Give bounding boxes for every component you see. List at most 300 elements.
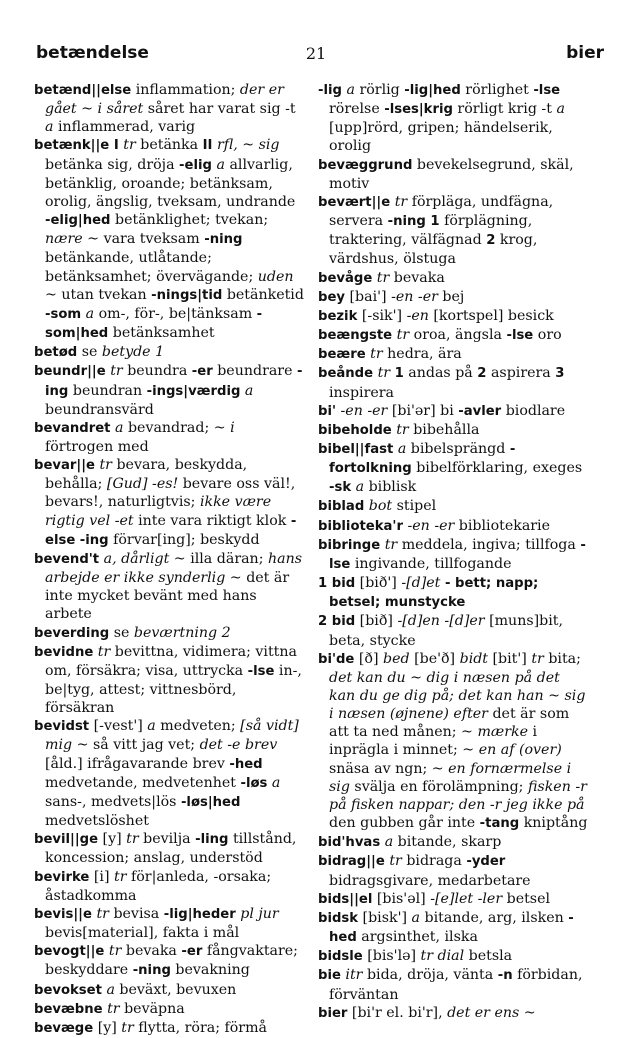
entry-text: förbidan, förväntan	[329, 967, 583, 1003]
entry-text: bita;	[543, 650, 581, 667]
entry-text: 2	[477, 366, 487, 382]
dictionary-entry	[34, 1000, 304, 1019]
entry-text: den gubben går inte	[329, 815, 480, 832]
entry-text: tillstånd, koncession; anslag, understöd	[45, 831, 297, 867]
entry-headword: bidrag||e	[318, 854, 385, 870]
entry-text: tr	[114, 868, 127, 885]
dictionary-entry	[34, 419, 304, 456]
page-header	[0, 43, 632, 67]
dictionary-entry	[318, 650, 590, 834]
entry-text: a	[114, 419, 124, 436]
entry-text: biodlare	[501, 402, 566, 419]
dictionary-entry	[318, 326, 590, 345]
entry-text: medvetande, medvetenhet	[45, 774, 241, 791]
right-column	[318, 81, 590, 1023]
entry-text: -nings|tid	[151, 287, 223, 303]
entry-headword: beære	[318, 347, 366, 363]
entry-text: -[d]et	[401, 575, 441, 592]
entry-headword: bevokset	[34, 982, 102, 998]
entry-text: inflammerad, varig	[53, 119, 196, 136]
entry-headword: bi'de	[318, 651, 355, 667]
entry-text: -else	[45, 513, 297, 548]
entry-text: bevisa	[108, 905, 164, 922]
entry-headword: bevidst	[34, 719, 90, 735]
entry-text: -yder	[466, 854, 506, 870]
entry-text: tr	[394, 193, 408, 210]
entry-text: ~ en fornærmelse i sig	[329, 760, 572, 795]
entry-text: [ð]	[354, 650, 384, 667]
entry-text: bevittna, vidimera; vittna om, försäkra; visa, uttrycka	[45, 643, 297, 679]
entry-text: det er ens ~	[447, 1004, 536, 1021]
entry-text: tr	[531, 650, 544, 667]
entry-text: a	[45, 119, 54, 136]
entry-text: oroa, ängsla	[409, 327, 507, 344]
entry-text: -løs	[240, 775, 268, 791]
entry-text: bevekelsegrund, skäl, motiv	[329, 156, 574, 192]
entry-text: oro	[533, 327, 562, 344]
entry-headword: bier	[318, 1005, 348, 1021]
entry-text: a	[244, 382, 254, 399]
entry-text: 1	[394, 366, 404, 382]
entry-text: sans-, medvets|lös	[45, 793, 181, 810]
entry-text: det kan han ~ sig i næsen (øjnene) efter	[329, 688, 586, 723]
entry-text: -løs|hed	[180, 794, 241, 810]
entry-text: flytta, röra; förmå	[133, 1019, 267, 1036]
entry-text: utan tvekan	[56, 286, 152, 303]
entry-text: bevandrad;	[123, 419, 214, 436]
entry-text: -en -er	[340, 402, 388, 419]
entry-headword: betænd||else	[34, 83, 132, 98]
dictionary-entry	[318, 536, 590, 574]
entry-text: tr	[377, 365, 391, 382]
dictionary-entry	[34, 81, 304, 136]
entry-text: aspirera	[486, 365, 556, 382]
dictionary-entry	[34, 868, 304, 905]
entry-text: vara tveksam	[99, 231, 205, 248]
entry-text: -lig|hed	[404, 83, 461, 98]
entry-text: beværtning 2	[133, 624, 231, 641]
entry-text: a	[147, 718, 156, 735]
entry-text: argsinthet, ilska	[356, 929, 478, 946]
entry-text: a	[346, 82, 355, 98]
dictionary-entry	[318, 852, 590, 889]
entry-headword: beængste	[318, 328, 393, 344]
entry-text: bed	[383, 650, 410, 667]
left-column	[34, 81, 304, 1038]
entry-text: allvarlig, betänklig, oroande; betänksam, orolig, ängslig, tveksam, undrande	[45, 156, 296, 210]
entry-text: tr	[121, 1019, 134, 1036]
entry-headword: bids||el	[318, 891, 373, 907]
entry-text: bitande, arg, ilsken	[420, 909, 569, 926]
entry-text: bida, dröja, vänta	[362, 967, 498, 984]
entry-text: rörlighet	[460, 82, 534, 98]
entry-text: betyde 1	[101, 344, 165, 361]
entry-text: beundrare	[212, 363, 297, 380]
entry-text: bidraga	[401, 853, 467, 870]
entry-text: a	[384, 834, 394, 851]
entry-text: bidt	[459, 650, 489, 667]
entry-text: bevaka	[121, 943, 182, 960]
entry-text: medvetslöshet	[45, 813, 149, 830]
entry-text: -som|hed	[45, 306, 263, 342]
entry-text: -n	[497, 968, 513, 984]
entry-headword: biblioteka'r	[318, 518, 403, 534]
entry-text: bibelsprängd	[406, 440, 510, 457]
entry-headword: bezik	[318, 308, 358, 324]
entry-text: tr	[99, 457, 112, 474]
entry-headword: bevirke	[34, 869, 90, 885]
entry-text: a	[85, 305, 95, 322]
entry-text: -er	[191, 364, 213, 380]
entry-headword: bevogt||e	[34, 944, 105, 960]
entry-text: -som	[45, 306, 82, 322]
entry-text: -lse	[247, 663, 275, 679]
entry-text: bibelförklaring, exeges	[411, 460, 583, 477]
entry-headword: bid'hvas	[318, 835, 381, 851]
dictionary-entry	[34, 343, 304, 362]
dictionary-entry	[318, 345, 590, 364]
entry-text: medveten;	[155, 718, 241, 735]
dictionary-entry	[34, 362, 304, 418]
dictionary-entry	[318, 612, 590, 649]
entry-headword: bevæggrund	[318, 157, 413, 173]
entry-headword: -lig	[318, 83, 342, 98]
entry-text: a	[106, 981, 115, 998]
entry-headword: bidsk	[318, 910, 359, 926]
entry-text: a, dårligt ~	[103, 550, 186, 567]
dictionary-entry	[34, 624, 304, 643]
entry-text: bot	[368, 498, 393, 515]
entry-headword: bevil||ge	[34, 832, 99, 848]
dictionary-entry	[318, 833, 590, 852]
entry-text: [be'ð]	[409, 650, 460, 667]
entry-text: -hed	[229, 756, 263, 772]
entry-headword: beånde	[318, 366, 374, 382]
entry-text: betänksamhet	[108, 325, 215, 342]
dictionary-entry	[318, 497, 590, 516]
entry-text: bevakning	[170, 962, 250, 979]
entry-headword: 2 bid	[318, 614, 356, 630]
entry-text: betänketid	[222, 286, 304, 303]
dictionary-entry	[318, 269, 590, 288]
dictionary-entry	[318, 81, 590, 156]
entry-text: det kan du ge dig på;	[329, 669, 560, 704]
entry-text: [bis'lə]	[362, 948, 421, 965]
dictionary-entry	[318, 1004, 590, 1023]
entry-text: a	[216, 156, 225, 173]
entry-text: tr	[126, 831, 139, 848]
entry-text: tr dial	[420, 948, 465, 965]
entry-text: se	[77, 344, 102, 361]
entry-text: -lses|krig	[384, 102, 453, 118]
entry-text: ~ i	[213, 419, 235, 436]
entry-text: rfl, ~ sig	[216, 137, 280, 154]
entry-text: krog, värdshus, ölstuga	[329, 232, 538, 268]
entry-text: -ning 1	[387, 214, 440, 230]
entry-text: betsel	[502, 890, 551, 907]
entry-text: illa däran;	[185, 550, 268, 567]
entry-text: tr	[123, 137, 136, 154]
entry-text: tr	[110, 363, 123, 380]
entry-text: tr	[97, 643, 111, 660]
entry-text: -en -er	[407, 517, 455, 534]
dictionary-entry	[318, 402, 590, 421]
entry-text: förpläga, undfägna, servera	[329, 193, 554, 230]
entry-headword: bibringe	[318, 537, 381, 553]
entry-text: -fortolkning	[329, 441, 516, 477]
entry-text: -sk	[329, 480, 352, 496]
entry-text: fisken nappar;	[346, 796, 459, 813]
entry-text: [-vest']	[89, 718, 148, 735]
entry-headword: bibeholde	[318, 422, 392, 438]
entry-headword: bey	[318, 289, 345, 305]
entry-headword: bibel||fast	[318, 441, 394, 457]
entry-text: itr	[345, 967, 363, 984]
entry-text: det är inte mycket bevänt med hans arbete	[45, 570, 290, 623]
entry-text: biblisk	[364, 479, 417, 496]
dictionary-entry	[34, 136, 304, 343]
entry-text: för|anleda, -orsaka; åstadkomma	[45, 868, 272, 904]
entry-text: beväpna	[119, 1000, 185, 1017]
entry-text: -[d]en -[d]er	[397, 613, 485, 630]
entry-text: den -r jeg ikke på	[458, 796, 585, 813]
entry-headword: bevæbne	[34, 1001, 103, 1017]
dictionary-entry	[34, 550, 304, 624]
entry-text: ikke være rigtig vel -et	[45, 494, 272, 529]
entry-text: -ning	[132, 963, 171, 979]
dictionary-entry	[318, 307, 590, 326]
dictionary-entry	[318, 517, 590, 536]
entry-text: inte vara riktigt klok	[133, 512, 291, 529]
entry-headword: bidsle	[318, 949, 363, 965]
entry-text: -hed	[329, 910, 574, 946]
entry-text: tr	[376, 269, 390, 286]
entry-text: bibehålla	[408, 421, 480, 438]
entry-text: II	[202, 138, 213, 154]
entry-text: tr	[389, 853, 402, 870]
entry-text: se	[109, 624, 134, 641]
dictionary-entry	[318, 156, 590, 193]
entry-headword: bevis||e	[34, 906, 92, 922]
entry-text: [y]	[98, 831, 127, 848]
entry-text: [Gud] -es!	[106, 476, 179, 493]
entry-text: tr	[396, 327, 410, 344]
entry-text: det är som att ta ned månen;	[329, 706, 570, 741]
entry-text: ingivande, tillfogande	[350, 555, 512, 572]
entry-text: [åld.] ifrågavarande brev	[45, 755, 230, 772]
entry-text: -elig|hed	[45, 213, 111, 229]
entry-text: a	[397, 440, 407, 457]
entry-text: betänklighet; tvekan;	[110, 212, 269, 229]
entry-text: -tang	[479, 816, 520, 832]
entry-text: det -e brev	[199, 737, 278, 754]
entry-text: tr	[370, 346, 383, 363]
entry-text: -er	[181, 944, 203, 960]
entry-text: uden ~	[45, 268, 294, 303]
entry-headword: bevæge	[34, 1020, 94, 1036]
entry-headword: beundr||e	[34, 364, 106, 380]
entry-headword: bevandret	[34, 420, 111, 436]
dictionary-entry	[318, 574, 590, 612]
entry-text: -lse	[533, 83, 561, 98]
entry-text: ~ en af (over)	[462, 742, 562, 759]
dictionary-entry	[318, 966, 590, 1003]
entry-text: -ing	[79, 532, 109, 548]
entry-text: 2	[486, 233, 496, 249]
entry-headword: bevært||e	[318, 194, 391, 210]
entry-headword: biblad	[318, 499, 365, 515]
entry-text: bevaka	[389, 269, 445, 286]
entry-text: -lig|heder	[163, 906, 236, 922]
entry-text: -avler	[458, 403, 502, 419]
entry-text: beundransvärd	[45, 401, 154, 418]
entry-headword: bevend't	[34, 551, 100, 567]
entry-text: -ning	[204, 232, 243, 248]
dictionary-entry	[34, 905, 304, 942]
entry-text: [bai']	[344, 288, 392, 305]
page-number: 21	[305, 44, 327, 63]
entry-text: bidragsgivare, medarbetare	[329, 872, 531, 889]
entry-text: a	[556, 101, 565, 118]
entry-text: [bið]	[355, 613, 398, 630]
entry-text: der er gået ~ i såret	[45, 82, 284, 118]
entry-text: fångvaktare; beskyddare	[45, 943, 298, 979]
entry-text: [bið']	[355, 575, 402, 592]
dictionary-entry	[318, 947, 590, 966]
entry-text: inspirera	[329, 384, 394, 401]
entry-text: förvar[ing]; beskydd	[108, 531, 260, 548]
dictionary-entry	[34, 830, 304, 867]
entry-text: rörligt krig	[452, 101, 542, 118]
entry-text: bej	[437, 288, 465, 305]
dictionary-entry	[318, 421, 590, 440]
entry-text: [y]	[93, 1019, 122, 1036]
dictionary-entry	[34, 643, 304, 718]
entry-text: tr	[108, 943, 122, 960]
entry-text: -lse	[506, 328, 534, 344]
entry-text: betänka sig, dröja	[45, 156, 180, 173]
entry-text: -ings|værdig	[146, 383, 241, 399]
dictionary-entry	[318, 909, 590, 947]
entry-text: [bis'əl]	[372, 890, 431, 907]
entry-text: förplägning, traktering, välfägnad	[329, 213, 533, 249]
entry-text: andas på	[403, 365, 478, 382]
entry-text: betänkande, utlåtande; betänksamhet; övervägande;	[45, 250, 258, 285]
entry-text: tr	[96, 905, 109, 922]
dictionary-entry	[34, 1019, 304, 1038]
entry-text: beundra	[122, 363, 192, 380]
entry-text: fisken -r på	[329, 778, 587, 813]
entry-text: det kan du ~ dig i næsen på	[329, 669, 533, 686]
entry-headword: 1 bid	[318, 576, 356, 592]
entry-headword: betænk||e I	[34, 138, 119, 154]
entry-text: tr	[396, 421, 409, 438]
entry-text: -elig	[179, 157, 212, 173]
entry-text: -en -er	[391, 288, 438, 305]
entry-text: bevara, beskydda, behålla;	[45, 457, 248, 493]
dictionary-entry	[318, 288, 590, 307]
entry-text: bevare oss väl!, bevars!, naturligtvis;	[45, 476, 296, 511]
entry-text: -t	[541, 101, 552, 118]
dictionary-entry	[34, 942, 304, 980]
entry-text: in-, be|tyg, attest; vittnesbörd, försäkran	[45, 662, 302, 717]
entry-text: beundran	[68, 382, 147, 399]
entry-text: hedra, ära	[382, 346, 462, 363]
entry-text: [bisk']	[358, 909, 412, 926]
entry-text: meddela, ingiva; tillfoga	[397, 536, 581, 553]
entry-text: [-sik']	[357, 307, 407, 324]
entry-text: nære ~	[45, 231, 100, 248]
entry-text: hans arbejde er ikke synderlig ~	[45, 550, 303, 587]
entry-text: betänka	[135, 137, 203, 154]
entry-text: så vitt jag vet;	[88, 737, 200, 754]
entry-text: a	[271, 774, 281, 791]
entry-text: [bit']	[488, 650, 532, 667]
dictionary-entry	[34, 717, 304, 830]
entry-text: [så vidt] mig ~	[45, 718, 299, 754]
left-guide-word: betændelse	[36, 43, 149, 63]
entry-text: a	[355, 479, 365, 496]
entry-text: - bett; napp; betsel; munstycke	[329, 576, 539, 611]
entry-text: -lse	[329, 537, 586, 572]
entry-headword: beverding	[34, 625, 110, 641]
entry-text: -t	[285, 101, 296, 118]
entry-text: tr	[107, 1000, 120, 1017]
entry-headword: bie	[318, 968, 341, 984]
dictionary-entry	[318, 193, 590, 269]
entry-text: a	[411, 909, 420, 926]
entry-text: beväxt, bevuxen	[114, 981, 237, 998]
entry-text: [i]	[89, 868, 115, 885]
entry-text: rörlig	[354, 82, 405, 98]
entry-text: [upp]rörd, gripen; händelserik, orolig	[329, 120, 553, 155]
entry-text: -[e]let -ler	[430, 890, 503, 907]
entry-headword: bevar||e	[34, 458, 95, 474]
entry-text: bitande, skarp	[393, 834, 502, 851]
dictionary-entry	[34, 456, 304, 550]
entry-text: bevilja	[138, 831, 196, 848]
entry-headword: bevåge	[318, 270, 373, 286]
entry-text: [kortspel] besick	[428, 307, 554, 324]
entry-text: såret har varat sig	[143, 101, 286, 118]
right-guide-word: bier	[566, 43, 604, 63]
entry-text: -en	[406, 307, 429, 324]
dictionary-entry	[34, 981, 304, 1000]
entry-text: [muns]bit, beta, stycke	[329, 613, 563, 649]
entry-text: pl jur	[240, 905, 279, 922]
entry-text: 3	[555, 366, 565, 382]
entry-text: -ling	[195, 832, 229, 848]
entry-text: om-, för-, be|tänksam	[94, 305, 257, 322]
entry-text: svälja en förolämpning;	[349, 778, 528, 795]
entry-text: [bi'r el. bi'r],	[347, 1004, 448, 1021]
dictionary-entry	[318, 890, 590, 909]
entry-text: kniptång	[519, 815, 588, 832]
entry-text: snäsa av ngn;	[329, 760, 432, 777]
entry-text: inflammation;	[131, 82, 240, 98]
entry-text: förtrogen med	[45, 438, 149, 455]
entry-text: rörelse	[329, 101, 385, 118]
entry-headword: betød	[34, 345, 78, 361]
dictionary-entry	[318, 440, 590, 497]
entry-text: betsla	[464, 948, 513, 965]
entry-text: [bi'ər] bi	[387, 402, 459, 419]
entry-headword: bevidne	[34, 644, 94, 660]
entry-text: -ing	[45, 364, 303, 399]
entry-text: stipel	[392, 498, 437, 515]
entry-text: tr	[384, 536, 398, 553]
entry-text: i inpräglа i minnet;	[329, 724, 538, 759]
